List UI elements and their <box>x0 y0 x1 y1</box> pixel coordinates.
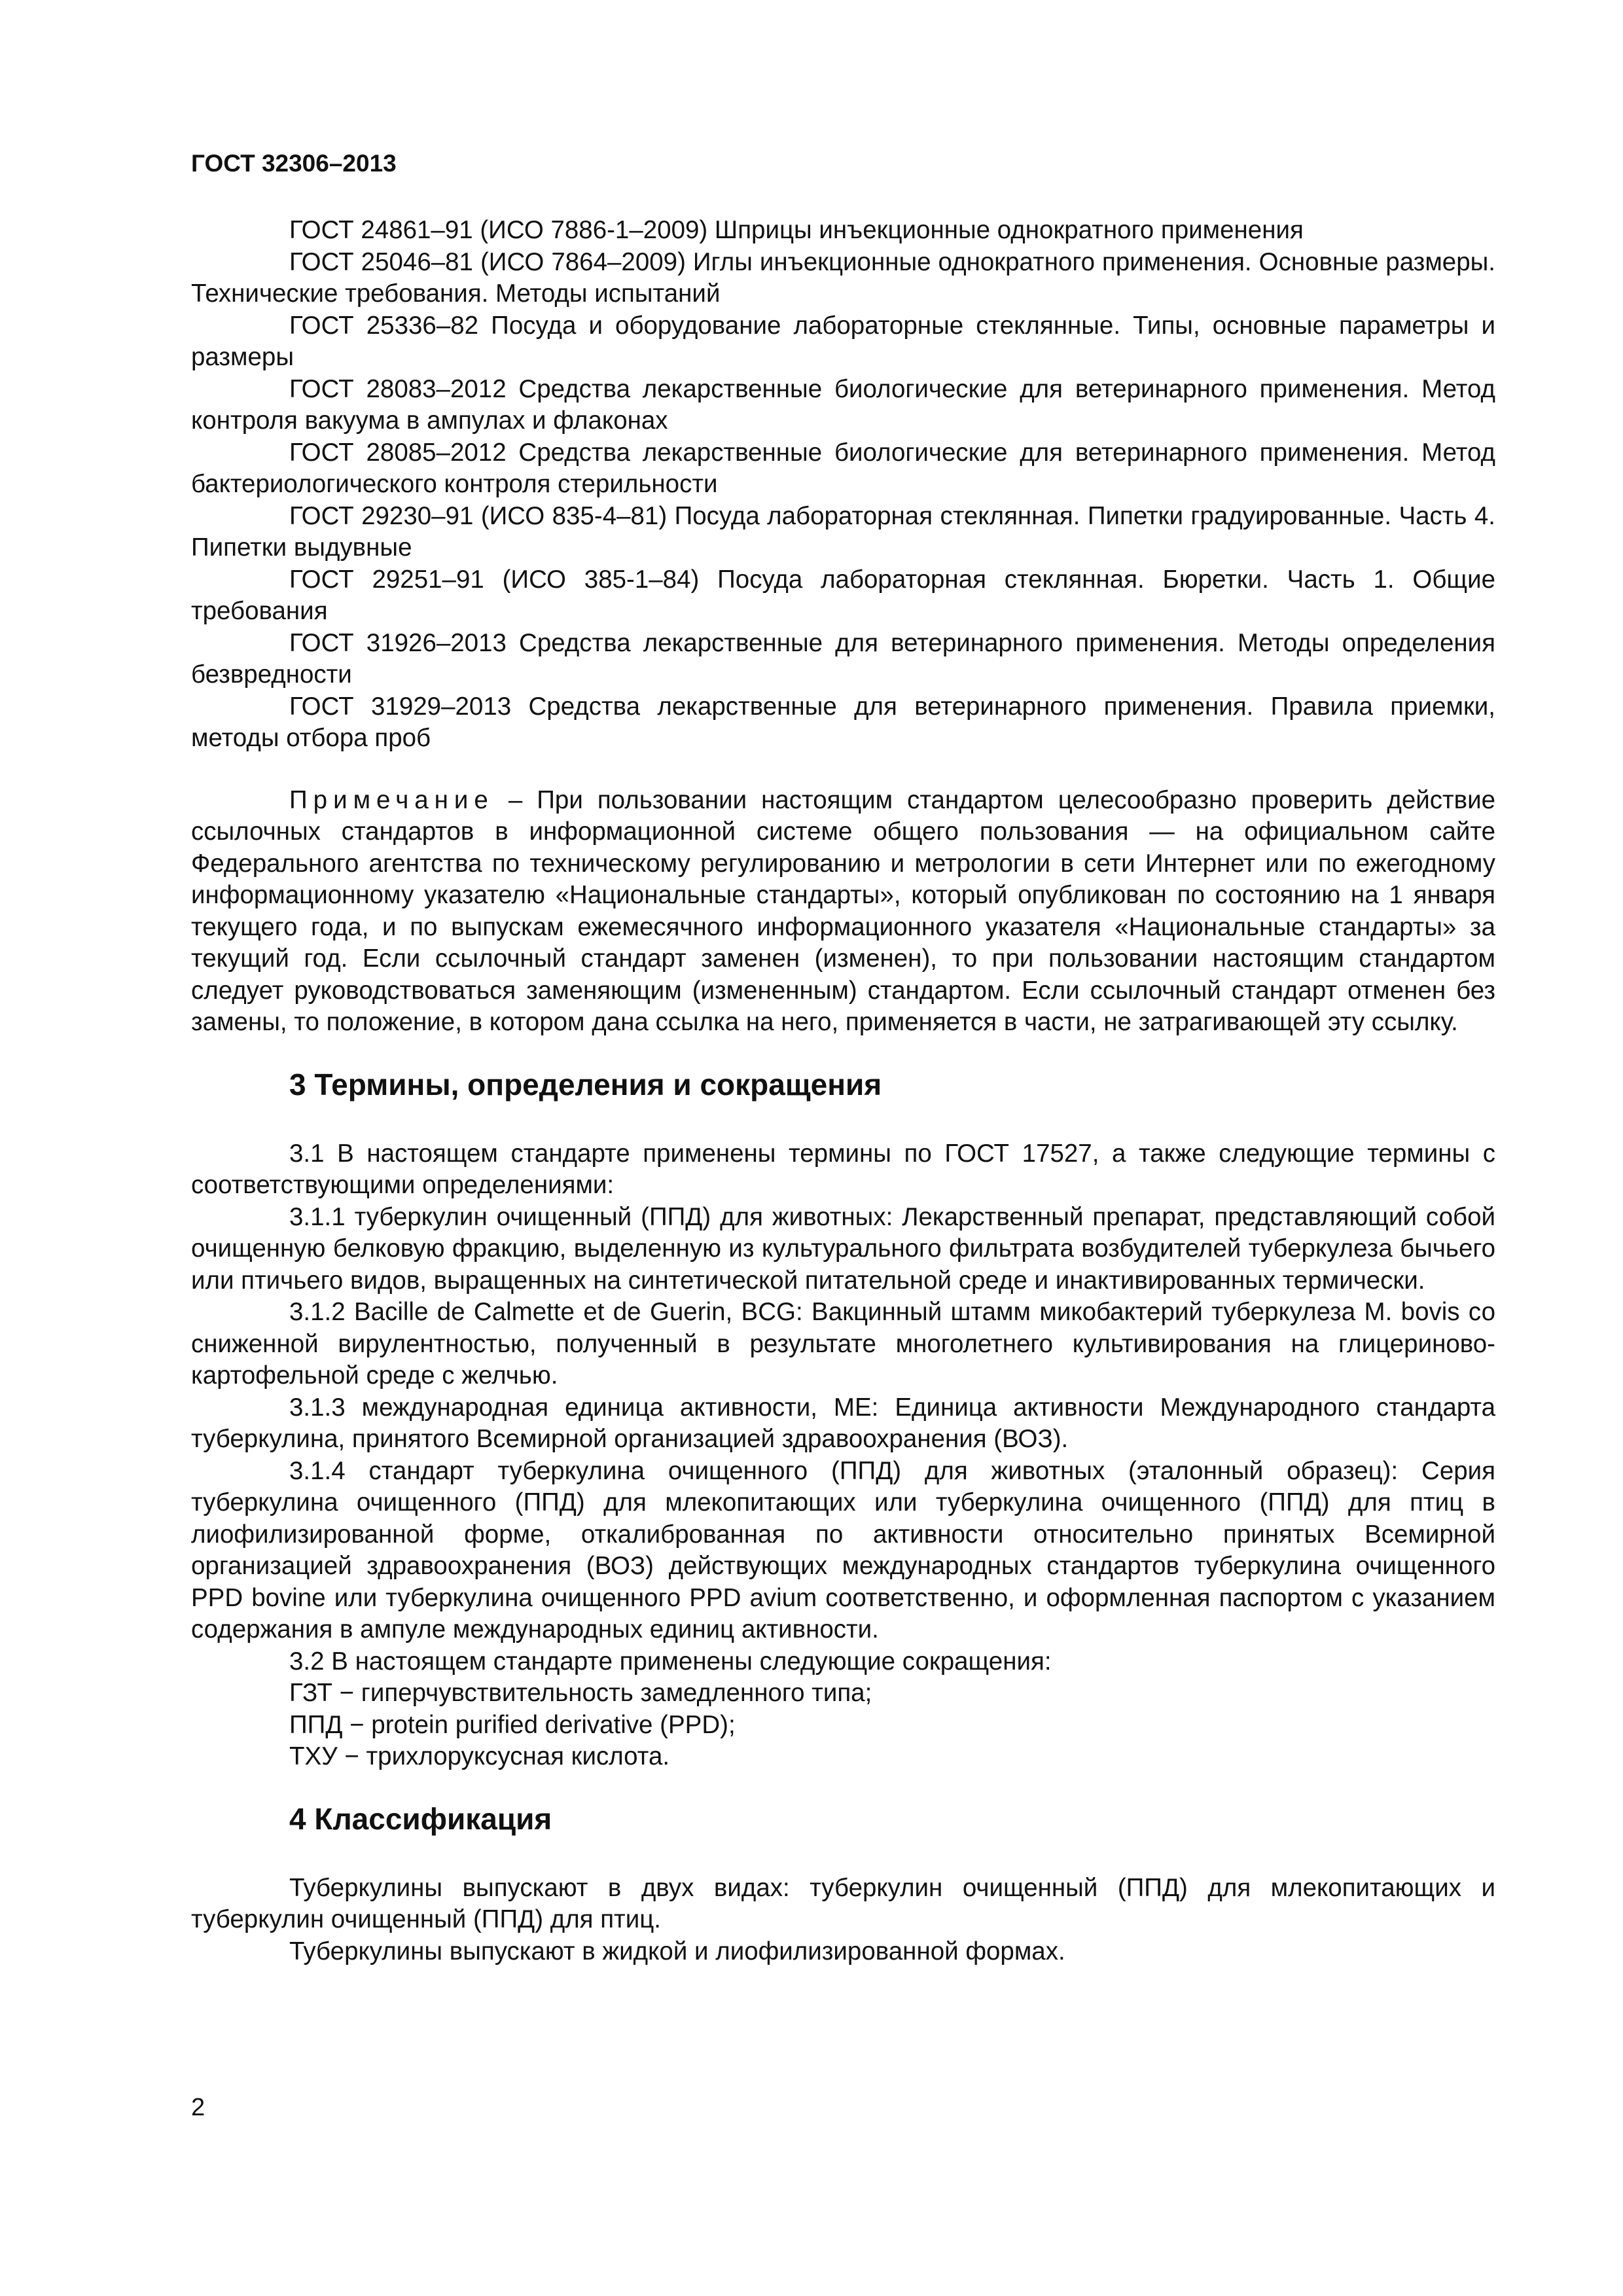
note-text: – При пользовании настоящим стандартом целесообразно проверить действие ссылочных стандартов в информационной системе общего пользования — на официальном сайте Федерального агентства по техническому регулированию и метрологии в сети Интернет или по ежегодному информационному указателю «Национальные стандарты», который опубликован по состоянию на 1 января текущего года, и по выпускам ежемесячного информационного указателя «Национальные стандарты» за текущий год. Если ссылочный стандарт заменен (изменен), то при пользовании настоящим стандартом следует руководствоваться заменяющим (измененным) стандартом. Если ссылочный стандарт отменен без замены, то положение, в котором дана ссылка на него, применяется в части, не затрагивающей эту ссылку. <box>191 785 1495 1036</box>
abbreviations-list <box>191 1677 1495 1773</box>
section-4-paragraph: Туберкулины выпускают в жидкой и лиофилизированной формах. <box>289 1937 1065 1965</box>
reference-item: ГОСТ 24861–91 (ИСО 7886-1–2009) Шприцы инъекционные однократного применения <box>289 216 1304 244</box>
note-label: Примечание <box>289 785 494 814</box>
abbreviation-item: ГЗТ − гиперчувствительность замедленного типа; <box>289 1679 872 1707</box>
clause-3-1-4: 3.1.4 стандарт туберкулина очищенного (ППД) для животных (эталонный образец): Серия туберкулина очищенного (ППД) для млекопитающих или туберкулина очищенного (ППД) для птиц в лиофилизированной форме, откалиброванная по активности относительно принятых Всемирной организацией здравоохранения (ВОЗ) действующих международных стандартов туберкулина очищенного PPD bovine или туберкулина очищенного PPD avium соответственно, и оформленная паспортом с указанием содержания в ампуле международных единиц активности. <box>191 1456 1495 1643</box>
references-list <box>191 215 1495 755</box>
document-header-id: ГОСТ 32306–2013 <box>191 150 397 177</box>
reference-item: ГОСТ 29230–91 (ИСО 835-4–81) Посуда лабораторная стеклянная. Пипетки градуированные. Часть 4. Пипетки выдувные <box>191 501 1495 562</box>
clause-3-2: 3.2 В настоящем стандарте применены следующие сокращения: <box>289 1647 1052 1676</box>
references-note <box>191 785 1495 1039</box>
section-3-title: 3 Термины, определения и сокращения <box>289 1067 882 1102</box>
reference-item: ГОСТ 25046–81 (ИСО 7864–2009) Иглы инъекционные однократного применения. Основные размеры. Технические требования. Методы испытаний <box>191 247 1495 308</box>
reference-item: ГОСТ 29251–91 (ИСО 385-1–84) Посуда лабораторная стеклянная. Бюретки. Часть 1. Общие требования <box>191 565 1495 625</box>
reference-item: ГОСТ 31929–2013 Средства лекарственные для ветеринарного применения. Правила приемки, методы отбора проб <box>191 692 1495 752</box>
abbreviation-item: ТХУ − трихлоруксусная кислота. <box>289 1742 670 1770</box>
reference-item: ГОСТ 28085–2012 Средства лекарственные биологические для ветеринарного применения. Метод бактериологического контроля стерильности <box>191 438 1495 498</box>
clause-3-1-3: 3.1.3 международная единица активности, МЕ: Единица активности Международного стандарта туберкулина, принятого Всемирной организацией здравоохранения (ВОЗ). <box>191 1393 1495 1453</box>
page-number: 2 <box>191 2094 205 2121</box>
reference-item: ГОСТ 28083–2012 Средства лекарственные биологические для ветеринарного применения. Метод контроля вакуума в ампулах и флаконах <box>191 374 1495 435</box>
reference-item: ГОСТ 25336–82 Посуда и оборудование лабораторные стеклянные. Типы, основные параметры и размеры <box>191 311 1495 371</box>
clause-3-1: 3.1 В настоящем стандарте применены термины по ГОСТ 17527, а также следующие термины с соответствующими определениями: <box>191 1139 1495 1199</box>
reference-item: ГОСТ 31926–2013 Средства лекарственные для ветеринарного применения. Методы определения безвредности <box>191 628 1495 689</box>
clause-3-1-1: 3.1.1 туберкулин очищенный (ППД) для животных: Лекарственный препарат, представляющий собой очищенную белковую фракцию, выделенную из культурального фильтрата возбудителей туберкулеза бычьего или птичьего видов, выращенных на синтетической питательной среде и инактивированных термически. <box>191 1202 1495 1295</box>
document-body <box>191 215 1495 1967</box>
section-4-title: 4 Классификация <box>289 1801 552 1836</box>
clause-3-1-2: 3.1.2 Bacille de Calmette et de Guerin, BCG: Вакцинный штамм микобактерий туберкулеза M. bovis со сниженной вирулентностью, полученный в результате многолетнего культивирования на глицериново-картофельной среде с желчью. <box>191 1298 1495 1390</box>
abbreviation-item: ППД − protein purified derivative (PPD); <box>289 1710 736 1739</box>
section-4-paragraph: Туберкулины выпускают в двух видах: туберкулин очищенный (ППД) для млекопитающих и туберкулин очищенный (ППД) для птиц. <box>191 1873 1495 1933</box>
